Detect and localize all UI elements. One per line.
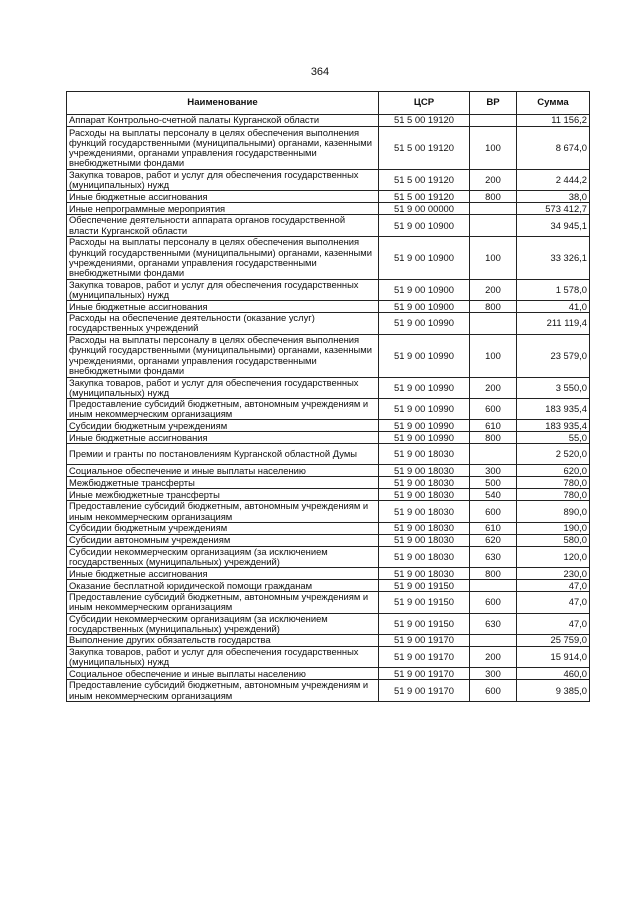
row-csr: 51 9 00 10990	[379, 377, 470, 398]
row-vr: 100	[470, 334, 517, 377]
row-sum: 3 550,0	[517, 377, 590, 398]
row-sum: 211 119,4	[517, 313, 590, 334]
table-row	[67, 170, 590, 191]
table-row	[67, 613, 590, 634]
row-sum: 190,0	[517, 522, 590, 534]
row-vr: 630	[470, 546, 517, 567]
row-vr	[470, 203, 517, 215]
row-vr: 800	[470, 301, 517, 313]
row-name: Оказание бесплатной юридической помощи гражданам	[67, 580, 379, 592]
table-row	[67, 668, 590, 680]
row-vr: 100	[470, 127, 517, 170]
table-row	[67, 635, 590, 647]
table-row	[67, 546, 590, 567]
table-header-row	[67, 92, 590, 115]
row-csr: 51 9 00 18030	[379, 444, 470, 465]
table-row	[67, 680, 590, 701]
table-row	[67, 115, 590, 127]
row-csr: 51 9 00 18030	[379, 501, 470, 522]
table-row	[67, 580, 590, 592]
row-sum: 47,0	[517, 580, 590, 592]
row-vr: 800	[470, 191, 517, 203]
row-vr	[470, 580, 517, 592]
row-vr	[470, 215, 517, 236]
row-csr: 51 9 00 10900	[379, 301, 470, 313]
row-csr: 51 9 00 19170	[379, 680, 470, 701]
row-vr: 600	[470, 501, 517, 522]
row-name: Субсидии автономным учреждениям	[67, 534, 379, 546]
row-name: Предоставление субсидий бюджетным, автономным учреждениям и иным некоммерческим организациям	[67, 399, 379, 420]
row-vr	[470, 444, 517, 465]
row-csr: 51 9 00 10990	[379, 432, 470, 444]
row-name: Премии и гранты по постановлениям Курганской областной Думы	[67, 444, 379, 465]
row-name: Закупка товаров, работ и услуг для обеспечения государственных (муниципальных) нужд	[67, 279, 379, 300]
row-vr	[470, 313, 517, 334]
row-csr: 51 9 00 10990	[379, 334, 470, 377]
header-name: Наименование	[67, 92, 379, 115]
table-row	[67, 191, 590, 203]
row-vr: 540	[470, 489, 517, 501]
row-csr: 51 9 00 18030	[379, 522, 470, 534]
row-sum: 120,0	[517, 546, 590, 567]
row-sum: 25 759,0	[517, 635, 590, 647]
row-vr: 200	[470, 279, 517, 300]
row-name: Иные межбюджетные трансферты	[67, 489, 379, 501]
row-sum: 15 914,0	[517, 647, 590, 668]
table-row	[67, 334, 590, 377]
row-name: Иные бюджетные ассигнования	[67, 191, 379, 203]
row-csr: 51 9 00 18030	[379, 568, 470, 580]
table-row	[67, 432, 590, 444]
row-name: Социальное обеспечение и иные выплаты населению	[67, 668, 379, 680]
row-sum: 2 520,0	[517, 444, 590, 465]
row-name: Субсидии некоммерческим организациям (за исключением государственных (муниципальных) учреждений)	[67, 613, 379, 634]
row-vr: 200	[470, 647, 517, 668]
table-row	[67, 477, 590, 489]
table-row	[67, 313, 590, 334]
row-csr: 51 9 00 18030	[379, 465, 470, 477]
row-csr: 51 9 00 10900	[379, 279, 470, 300]
table-row	[67, 568, 590, 580]
table-row	[67, 420, 590, 432]
row-sum: 183 935,4	[517, 399, 590, 420]
row-vr: 800	[470, 568, 517, 580]
header-vr: ВР	[470, 92, 517, 115]
row-csr: 51 9 00 18030	[379, 477, 470, 489]
row-sum: 41,0	[517, 301, 590, 313]
row-sum: 11 156,2	[517, 115, 590, 127]
row-csr: 51 9 00 10990	[379, 420, 470, 432]
row-name: Выполнение других обязательств государства	[67, 635, 379, 647]
row-vr: 620	[470, 534, 517, 546]
table-row	[67, 444, 590, 465]
row-name: Расходы на выплаты персоналу в целях обеспечения выполнения функций государственными (муниципальными) органами, казенными учреждениями, органами управления государственными внебюджетными фондами	[67, 127, 379, 170]
row-sum: 780,0	[517, 489, 590, 501]
row-name: Межбюджетные трансферты	[67, 477, 379, 489]
row-sum: 780,0	[517, 477, 590, 489]
page-number: 364	[310, 66, 330, 78]
row-name: Аппарат Контрольно-счетной палаты Курганской области	[67, 115, 379, 127]
row-name: Закупка товаров, работ и услуг для обеспечения государственных (муниципальных) нужд	[67, 170, 379, 191]
row-vr: 800	[470, 432, 517, 444]
row-name: Социальное обеспечение и иные выплаты населению	[67, 465, 379, 477]
row-vr: 100	[470, 236, 517, 279]
row-sum: 33 326,1	[517, 236, 590, 279]
row-sum: 47,0	[517, 592, 590, 613]
row-csr: 51 9 00 18030	[379, 489, 470, 501]
table-row	[67, 522, 590, 534]
row-name: Иные бюджетные ассигнования	[67, 568, 379, 580]
row-sum: 183 935,4	[517, 420, 590, 432]
row-vr: 200	[470, 377, 517, 398]
row-sum: 47,0	[517, 613, 590, 634]
row-name: Иные бюджетные ассигнования	[67, 432, 379, 444]
row-sum: 890,0	[517, 501, 590, 522]
row-csr: 51 9 00 19170	[379, 635, 470, 647]
table-row	[67, 489, 590, 501]
row-name: Закупка товаров, работ и услуг для обеспечения государственных (муниципальных) нужд	[67, 377, 379, 398]
row-csr: 51 9 00 19150	[379, 592, 470, 613]
row-name: Предоставление субсидий бюджетным, автономным учреждениям и иным некоммерческим организациям	[67, 501, 379, 522]
row-sum: 620,0	[517, 465, 590, 477]
row-sum: 8 674,0	[517, 127, 590, 170]
table-row	[67, 215, 590, 236]
table-row	[67, 647, 590, 668]
row-csr: 51 9 00 00000	[379, 203, 470, 215]
row-sum: 580,0	[517, 534, 590, 546]
table-row	[67, 501, 590, 522]
row-name: Субсидии бюджетным учреждениям	[67, 420, 379, 432]
row-vr: 600	[470, 592, 517, 613]
row-csr: 51 9 00 10900	[379, 215, 470, 236]
row-vr: 500	[470, 477, 517, 489]
table-row	[67, 236, 590, 279]
row-name: Предоставление субсидий бюджетным, автономным учреждениям и иным некоммерческим организациям	[67, 592, 379, 613]
row-vr: 300	[470, 668, 517, 680]
row-name: Субсидии некоммерческим организациям (за исключением государственных (муниципальных) учреждений)	[67, 546, 379, 567]
row-vr: 610	[470, 420, 517, 432]
table-row	[67, 534, 590, 546]
row-sum: 9 385,0	[517, 680, 590, 701]
budget-table	[66, 91, 590, 702]
row-csr: 51 5 00 19120	[379, 191, 470, 203]
row-csr: 51 9 00 10990	[379, 399, 470, 420]
row-name: Субсидии бюджетным учреждениям	[67, 522, 379, 534]
row-sum: 2 444,2	[517, 170, 590, 191]
row-vr: 630	[470, 613, 517, 634]
table-row	[67, 279, 590, 300]
row-name: Предоставление субсидий бюджетным, автономным учреждениям и иным некоммерческим организациям	[67, 680, 379, 701]
row-csr: 51 9 00 10900	[379, 236, 470, 279]
row-sum: 460,0	[517, 668, 590, 680]
row-name: Расходы на выплаты персоналу в целях обеспечения выполнения функций государственными (муниципальными) органами, казенными учреждениями, органами управления государственными внебюджетными фондами	[67, 236, 379, 279]
table-row	[67, 127, 590, 170]
row-sum: 573 412,7	[517, 203, 590, 215]
row-vr	[470, 635, 517, 647]
row-csr: 51 9 00 10990	[379, 313, 470, 334]
row-csr: 51 9 00 19150	[379, 613, 470, 634]
row-sum: 38,0	[517, 191, 590, 203]
table-row	[67, 203, 590, 215]
row-vr: 600	[470, 399, 517, 420]
row-name: Закупка товаров, работ и услуг для обеспечения государственных (муниципальных) нужд	[67, 647, 379, 668]
table-body	[67, 115, 590, 702]
row-vr: 300	[470, 465, 517, 477]
row-csr: 51 9 00 19170	[379, 668, 470, 680]
row-csr: 51 5 00 19120	[379, 127, 470, 170]
row-csr: 51 5 00 19120	[379, 115, 470, 127]
row-csr: 51 9 00 18030	[379, 534, 470, 546]
row-name: Расходы на обеспечение деятельности (оказание услуг) государственных учреждений	[67, 313, 379, 334]
row-sum: 1 578,0	[517, 279, 590, 300]
row-csr: 51 9 00 19150	[379, 580, 470, 592]
row-sum: 230,0	[517, 568, 590, 580]
table-row	[67, 377, 590, 398]
row-vr: 200	[470, 170, 517, 191]
row-vr: 600	[470, 680, 517, 701]
header-sum: Сумма	[517, 92, 590, 115]
row-name: Иные бюджетные ассигнования	[67, 301, 379, 313]
row-csr: 51 9 00 19170	[379, 647, 470, 668]
table-row	[67, 399, 590, 420]
row-vr: 610	[470, 522, 517, 534]
row-sum: 34 945,1	[517, 215, 590, 236]
table-row	[67, 592, 590, 613]
header-csr: ЦСР	[379, 92, 470, 115]
row-csr: 51 5 00 19120	[379, 170, 470, 191]
table-row	[67, 465, 590, 477]
row-csr: 51 9 00 18030	[379, 546, 470, 567]
table-row	[67, 301, 590, 313]
row-name: Расходы на выплаты персоналу в целях обеспечения выполнения функций государственными (муниципальными) органами, казенными учреждениями, органами управления государственными внебюджетными фондами	[67, 334, 379, 377]
row-vr	[470, 115, 517, 127]
row-sum: 55,0	[517, 432, 590, 444]
row-name: Иные непрограммные мероприятия	[67, 203, 379, 215]
row-sum: 23 579,0	[517, 334, 590, 377]
row-name: Обеспечение деятельности аппарата органов государственной власти Курганской области	[67, 215, 379, 236]
